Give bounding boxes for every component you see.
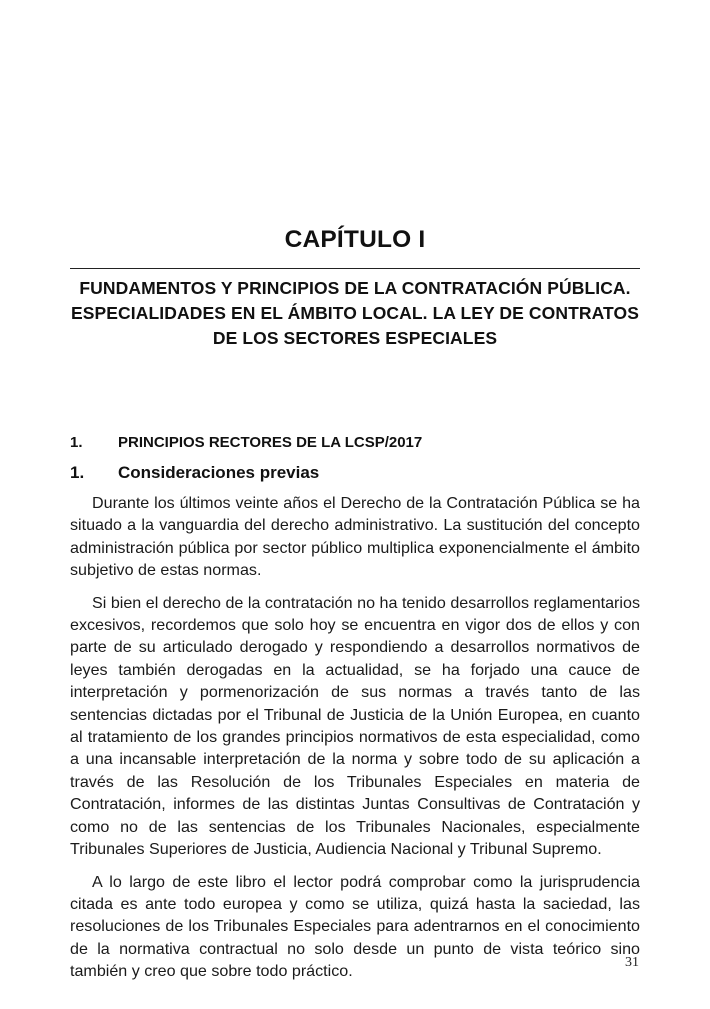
paragraph: Si bien el derecho de la contratación no ha tenido desarrollos reglamentarios excesivos, recordemos que solo hoy se encuentra en vigor dos de ellos y con parte de su articulado derogado y respondiendo a desarrollos normativos de leyes también derogadas en la actualidad, se ha forjado una cauce de interpretación y pormenorización de sus normas a través tanto de las sentencias dictadas por el Tribunal de Justicia de la Unión Europea, en cuanto al tratamiento de los grandes principios normativos de esta especialidad, como a una incansable interpretación de la norma y sobre todo de su aplicación a través de las Resolución de los Tribunales Especiales en materia de Contratación, informes de las distintas Juntas Consultivas de Contratación y como no de las sentencias de los Tribunales Nacionales, especialmente Tribunales Superiores de Justicia, Audiencia Nacional y Tribunal Supremo. [70, 593, 640, 859]
chapter-subtitle: FUNDAMENTOS Y PRINCIPIOS DE LA CONTRATACIÓN PÚBLICA. ESPECIALIDADES EN EL ÁMBITO LOCAL. LA LEY DE CONTRATOS DE LOS SECTORES ESPECIALES [70, 278, 640, 348]
paragraph: Durante los últimos veinte años el Derecho de la Contratación Pública se ha situado a la vanguardia del derecho administrativo. La sustitución del concepto administración pública por sector público multiplica exponencialmente el ámbito subjetivo de estas normas. [70, 494, 640, 580]
body-text [70, 492, 640, 993]
subsection-number: 1. [70, 463, 85, 482]
chapter-title: CAPÍTULO I [284, 226, 426, 253]
section-number: 1. [70, 434, 83, 451]
subsection-heading [70, 463, 640, 483]
section-heading [70, 434, 640, 451]
paragraph: A lo largo de este libro el lector podrá comprobar como la jurisprudencia citada es ante todo europea y como se utiliza, quizá hasta la saciedad, las resoluciones de los Tribunales Especiales para adentrarnos en el conocimiento de la normativa contractual no solo desde un punto de vista teórico sino también y creo que sobre todo práctico. [70, 872, 640, 981]
section-title: PRINCIPIOS RECTORES DE LA LCSP/2017 [118, 434, 423, 451]
page-number: 31 [625, 955, 639, 970]
chapter-divider [70, 268, 640, 269]
subsection-title: Consideraciones previas [118, 463, 320, 482]
